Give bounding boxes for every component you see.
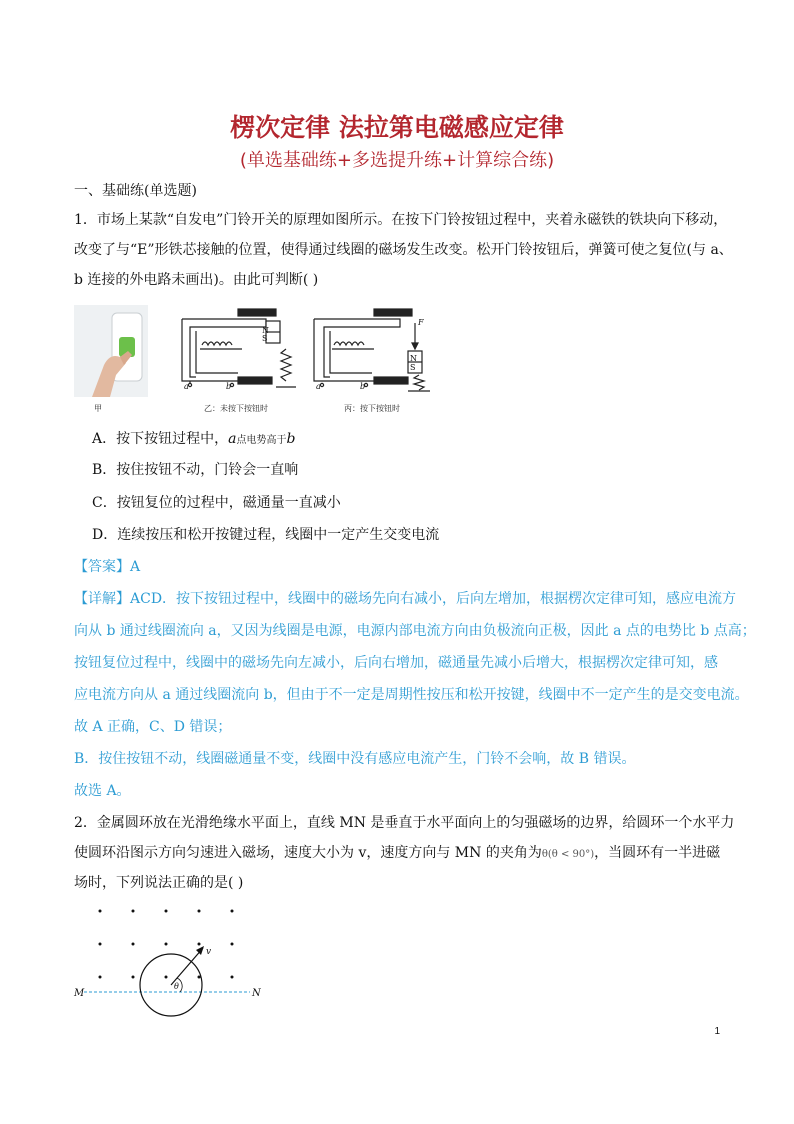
q1-option-a-var-a: a	[228, 431, 237, 447]
schematic-pressed	[314, 309, 430, 391]
doorbell-photo	[74, 305, 148, 397]
q1-detail-line2: 向从 b 通过线圈流向 a，又因为线圈是电源，电源内部电流方向由负极流向正极，因此 a 点的电势比 b 点高；	[74, 623, 756, 639]
figure-label-yi: 乙：未按下按钮时	[204, 404, 268, 413]
velocity-arrow	[171, 948, 203, 985]
q1-detail-line1: 【详解】ACD．按下按钮过程中，线圈中的磁场先向右减小，后向左增加，根据楞次定律可知，感应电流方	[74, 591, 737, 607]
label-v: v	[206, 947, 212, 957]
q1-option-a	[92, 429, 295, 451]
label-theta: θ	[174, 982, 179, 991]
page-title: 楞次定律 法拉第电磁感应定律	[230, 113, 564, 142]
q1-detail-line4: 应电流方向从 a 通过线圈流向 b，但由于不一定是周期性按压和松开按键，线圈中不一定产生的是交变电流。	[74, 687, 749, 703]
q2-stem-line2-c: ，当圆环有一半进磁	[594, 845, 721, 861]
q1-figure-svg	[74, 305, 454, 417]
label-N-2: N	[410, 354, 417, 363]
velocity-arrowhead	[196, 946, 204, 955]
q1-option-a-prefix: A．按下按钮过程中，	[92, 431, 229, 447]
q1-figure	[74, 305, 454, 417]
q1-stem-line1: 1．市场上某款“自发电”门铃开关的原理如图所示。在按下门铃按钮过程中，夹着永磁铁的铁块向下移动，	[74, 212, 728, 228]
q1-stem-line2: 改变了与“E”形铁芯接触的位置，使得通过线圈的磁场发生改变。松开门铃按钮后，弹簧可使之复位(与 a、	[74, 242, 733, 258]
page-subtitle: (单选基础练+多选提升练+计算综合练)	[239, 150, 555, 171]
label-a-1: a	[184, 382, 189, 391]
label-N: N	[252, 988, 261, 999]
label-N-1: N	[262, 326, 269, 335]
magnetic-field-dots	[99, 910, 234, 979]
q2-angle-condition: θ(θ < 90°)	[541, 849, 595, 860]
label-F: F	[418, 318, 424, 327]
q1-option-a-mid: 点电势高于	[236, 435, 287, 446]
label-S-2: S	[410, 363, 416, 372]
label-M: M	[74, 988, 85, 999]
label-b-2: b	[360, 382, 366, 391]
q1-answer: 【答案】A	[74, 559, 141, 575]
q1-detail-line5: 故 A 正确，C、D 错误；	[74, 719, 232, 735]
figure-label-bing: 丙：按下按钮时	[344, 404, 400, 413]
q2-figure-svg	[70, 900, 270, 1034]
q1-stem-line3: b 连接的外电路未画出)。由此可判断( )	[74, 272, 319, 288]
q2-stem-line2	[74, 843, 720, 865]
q2-figure	[70, 900, 270, 1034]
q1-detail-line3: 按钮复位过程中，线圈中的磁场先向左减小，后向右增加，磁通量先减小后增大，根据楞次定律可知，感	[74, 655, 718, 671]
q2-stem-line2-a: 使圆环沿图示方向匀速进入磁场，速度大小为 v，速度方向与 MN 的夹角为	[74, 845, 542, 861]
label-S-1: S	[262, 334, 268, 343]
figure-label-jia: 甲	[94, 404, 102, 413]
q2-stem-line1: 2．金属圆环放在光滑绝缘水平面上，直线 MN 是垂直于水平面向上的匀强磁场的边界，给圆环一个水平力	[74, 815, 735, 831]
page-number: 1	[714, 1026, 720, 1037]
q1-option-c: C．按钮复位的过程中，磁通量一直减小	[92, 495, 341, 511]
label-b-1: b	[226, 382, 232, 391]
q1-detail-line6: B．按住按钮不动，线圈磁通量不变，线圈中没有感应电流产生，门铃不会响，故 B 错误。	[74, 751, 636, 767]
q1-option-b: B．按住按钮不动，门铃会一直响	[92, 462, 299, 478]
section-heading: 一、基础练(单选题)	[74, 183, 197, 199]
q1-option-d: D．连续按压和松开按键过程，线圈中一定产生交变电流	[92, 527, 440, 543]
label-a-2: a	[316, 382, 321, 391]
q1-detail-line7: 故选 A。	[74, 783, 131, 799]
q2-stem-line3: 场时，下列说法正确的是( )	[74, 875, 244, 891]
schematic-unpressed	[182, 309, 296, 387]
q1-option-a-var-b: b	[286, 431, 296, 447]
